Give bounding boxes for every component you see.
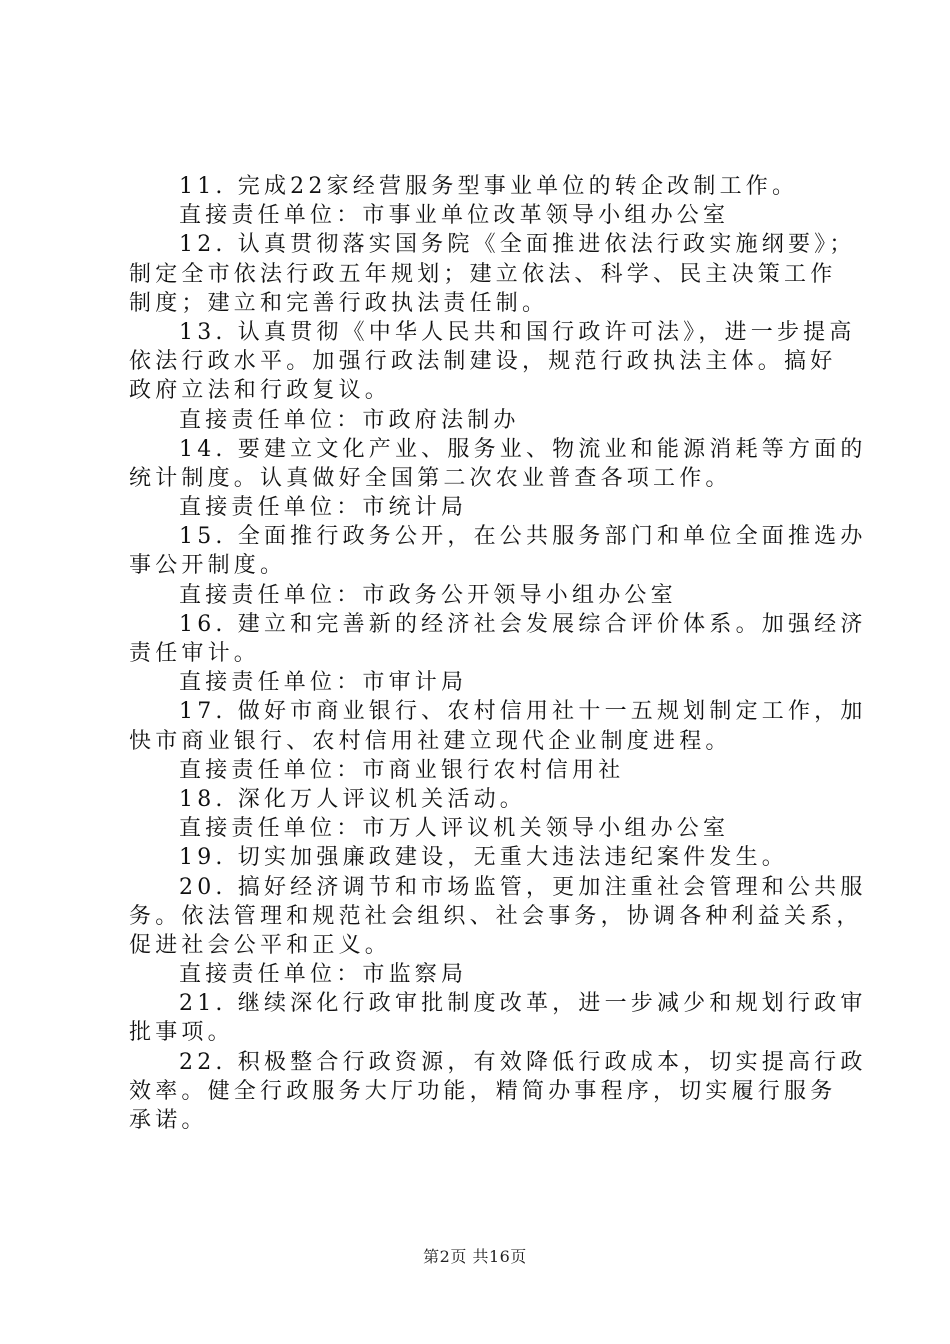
- text-line: 制度；建立和完善行政执法责任制。: [129, 290, 549, 316]
- text-line: 22. 积极整合行政资源，有效降低行政成本，切实提高行政: [179, 1049, 867, 1075]
- text-line: 依法行政水平。加强行政法制建设，规范行政执法主体。搞好: [129, 349, 837, 375]
- page-footer: 第2页 共16页: [423, 1247, 527, 1266]
- text-line: 制定全市依法行政五年规划；建立依法、科学、民主决策工作: [129, 261, 837, 287]
- text-line: 直接责任单位：市政府法制办: [179, 407, 520, 433]
- text-line: 直接责任单位：市政务公开领导小组办公室: [179, 582, 677, 608]
- text-line: 政府立法和行政复议。: [129, 378, 392, 404]
- text-line: 13. 认真贯彻《中华人民共和国行政许可法》，进一步提高: [179, 319, 856, 345]
- text-line: 16. 建立和完善新的经济社会发展综合评价体系。加强经济: [179, 611, 867, 637]
- text-line: 快市商业银行、农村信用社建立现代企业制度进程。: [129, 728, 732, 754]
- document-body: [129, 172, 867, 1135]
- text-line: 14. 要建立文化产业、服务业、物流业和能源消耗等方面的: [179, 436, 867, 462]
- text-line: 事公开制度。: [129, 553, 287, 579]
- text-line: 批事项。: [129, 1020, 234, 1046]
- text-line: 12. 认真贯彻落实国务院《全面推进依法行政实施纲要》；: [179, 232, 856, 258]
- text-line: 统计制度。认真做好全国第二次农业普查各项工作。: [129, 465, 732, 491]
- text-line: 11. 完成22家经营服务型事业单位的转企改制工作。: [179, 174, 799, 199]
- text-line: 19. 切实加强廉政建设，无重大违法违纪案件发生。: [179, 845, 788, 871]
- text-line: 20. 搞好经济调节和市场监管，更加注重社会管理和公共服: [179, 874, 867, 900]
- text-line: 直接责任单位：市万人评议机关领导小组办公室: [179, 816, 730, 842]
- text-line: 效率。健全行政服务大厅功能，精简办事程序，切实履行服务: [129, 1078, 837, 1104]
- text-line: 18. 深化万人评议机关活动。: [179, 786, 526, 812]
- text-line: 直接责任单位：市统计局: [179, 495, 468, 521]
- text-line: 直接责任单位：市审计局: [179, 670, 468, 696]
- text-line: 21. 继续深化行政审批制度改革，进一步减少和规划行政审: [179, 991, 867, 1017]
- text-line: 直接责任单位：市事业单位改革领导小组办公室: [179, 203, 730, 229]
- text-line: 17. 做好市商业银行、农村信用社十一五规划制定工作，加: [179, 699, 867, 725]
- text-line: 承诺。: [129, 1108, 208, 1133]
- text-line: 促进社会公平和正义。: [129, 932, 392, 958]
- text-line: 务。依法管理和规范社会组织、社会事务，协调各种利益关系，: [129, 903, 863, 929]
- text-line: 直接责任单位：市商业银行农村信用社: [179, 757, 625, 783]
- text-line: 15. 全面推行政务公开，在公共服务部门和单位全面推选办: [179, 524, 867, 550]
- text-line: 直接责任单位：市监察局: [179, 962, 468, 988]
- text-line: 责任审计。: [129, 641, 261, 666]
